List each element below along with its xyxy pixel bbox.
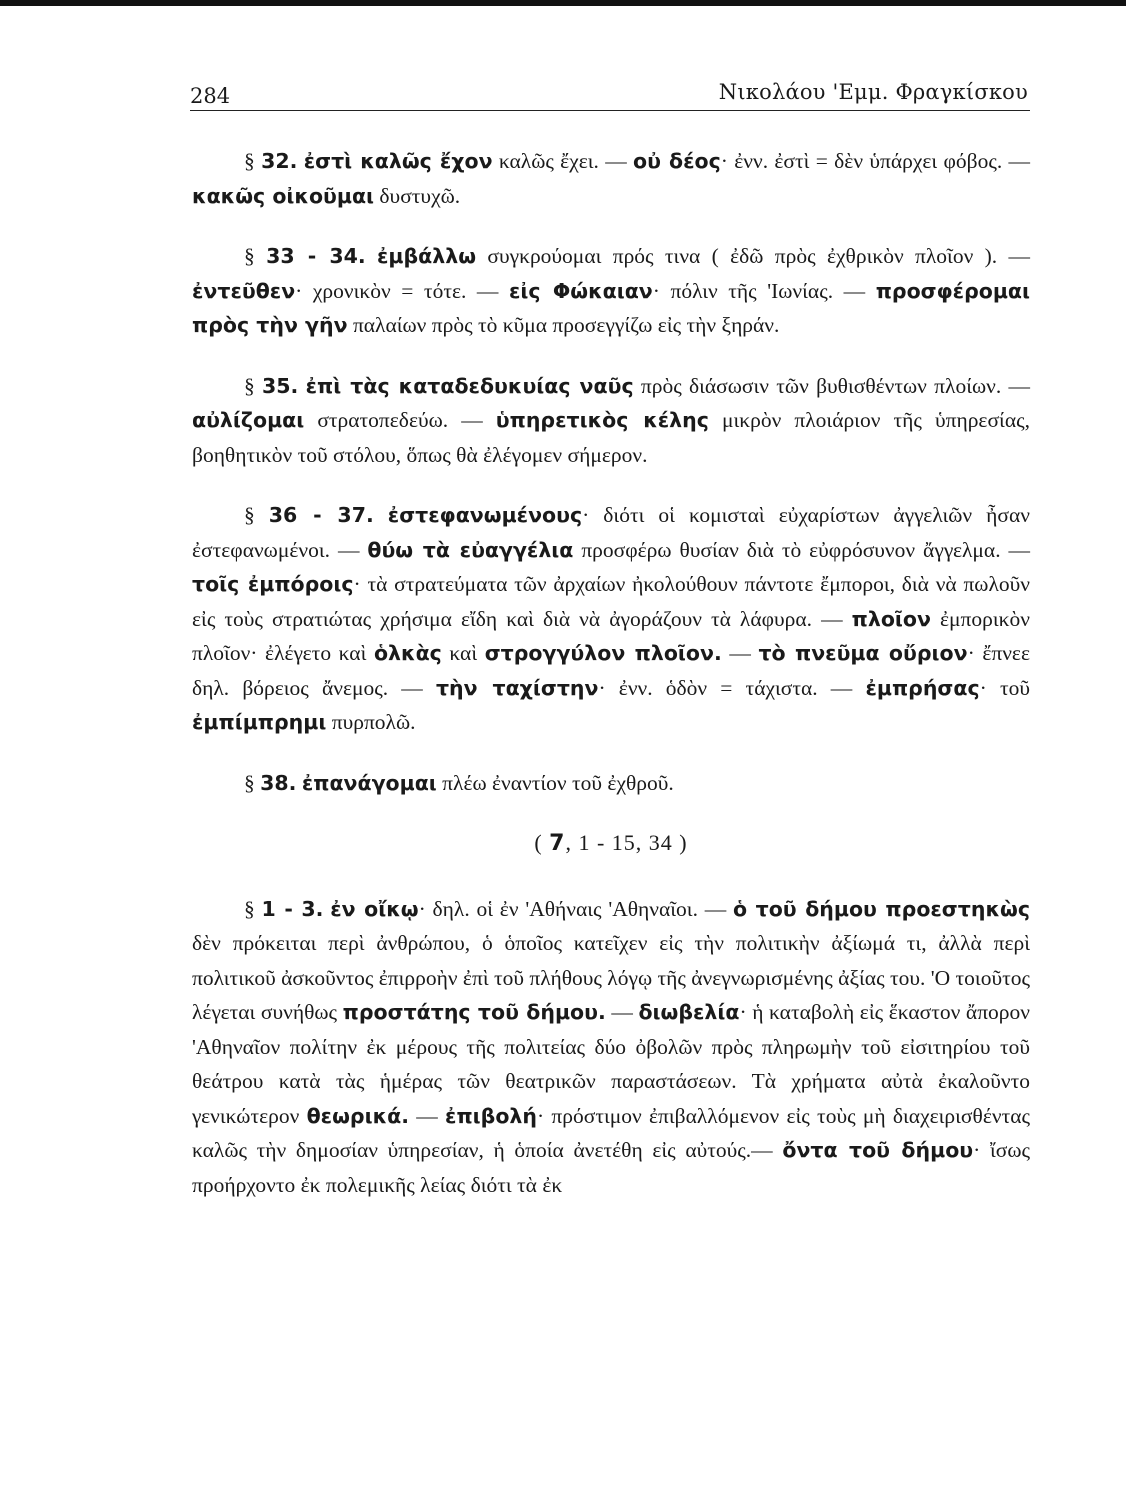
lemma-term: ἐστὶ καλῶς ἔχον — [303, 149, 493, 173]
gloss-text: · πρόστιμον ἐπιβαλλόμενον εἰς τοὺς μὴ διαχειρισθέντας καλῶς τὴν δημοσίαν ὑπηρεσίαν, ἡ ὁποία ἀνετέθη εἰς αὐτούς.— — [192, 1103, 1030, 1162]
gloss-text: καλῶς ἔχει. — — [492, 149, 634, 173]
section-reference: 35. — [262, 373, 299, 398]
gloss-text: · διότι οἱ κομισταὶ εὐχαρίστων ἀγγελιῶν ἦσαν ἐστεφανωμένοι. — — [192, 503, 1030, 562]
lemma-term: ἐμπίμπρημι — [192, 710, 327, 734]
lemma-term: τὸ πνεῦμα οὔριον — [758, 641, 968, 665]
section-symbol: § — [244, 503, 255, 527]
section-symbol: § — [244, 770, 255, 795]
lemma-term: αὐλίζομαι — [192, 408, 305, 432]
lemma-term: τὴν ταχίστην — [435, 675, 599, 700]
gloss-text: πλέω ἐναντίον τοῦ ἐχθροῦ. — [436, 770, 674, 795]
lemma-term: διωβελία — [638, 1000, 740, 1024]
lemma-term: πλοῖον — [851, 606, 931, 631]
running-title: Νικολάου 'Εμμ. Φραγκίσκου — [718, 80, 1028, 104]
gloss-text: — — [721, 641, 759, 665]
gloss-text: πρὸς διάσωσιν τῶν βυθισθέντων πλοίων. — — [633, 373, 1030, 398]
chapter-rest: , 1 - 15, 34 ) — [565, 830, 688, 855]
lemma-term: ἐν οἴκῳ — [330, 896, 419, 921]
lemma-term: θεωρικά. — [306, 1103, 410, 1128]
section-symbol: § — [244, 244, 255, 268]
gloss-text: δυστυχῶ. — [374, 183, 461, 208]
commentary-paragraph — [192, 144, 1030, 213]
gloss-text: συγκρούομαι πρός τινα ( ἐδῶ πρὸς ἐχθρικὸν πλοῖον ). — — [476, 244, 1031, 268]
commentary-paragraph — [192, 892, 1030, 1203]
lemma-term: ἐπανάγομαι — [301, 770, 437, 795]
gloss-text: · ἐνν. ἐστὶ = δὲν ὑπάρχει φόβος. — — [720, 149, 1031, 173]
gloss-text: προσφέρω θυσίαν διὰ τὸ εὐφρόσυνον ἄγγελμα. — — [573, 537, 1030, 562]
section-symbol: § — [244, 373, 255, 398]
scan-edge — [0, 0, 1126, 6]
lemma-term: στρογγύλον πλοῖον. — [484, 641, 722, 665]
page-number: 284 — [190, 84, 231, 108]
page-header — [190, 76, 1030, 111]
section-symbol: § — [244, 149, 255, 173]
commentary-paragraph — [192, 498, 1030, 740]
section-reference: 1 - 3. — [261, 896, 324, 921]
section-reference: 33 - 34. — [266, 244, 366, 268]
gloss-text: — — [605, 1000, 639, 1024]
gloss-text: ἐμπορικὸν πλοῖον· ἐλέγετο καὶ — [192, 606, 1030, 665]
commentary-paragraph — [192, 239, 1030, 343]
commentary-section-2 — [192, 892, 1030, 1203]
gloss-text: · πόλιν τῆς 'Ιωνίας. — — [652, 278, 876, 303]
section-reference: 36 - 37. — [268, 503, 374, 527]
section-reference: 32. — [261, 149, 298, 173]
lemma-term: τοῖς ἐμπόροις — [192, 572, 354, 596]
lemma-term: προσφέρομαι πρὸς τὴν γῆν — [192, 278, 1030, 337]
page-body — [192, 144, 1030, 1228]
gloss-text: · ἐνν. ὁδὸν = τάχιστα. — — [598, 675, 866, 700]
gloss-text: · χρονικὸν = τότε. — — [295, 278, 509, 303]
section-symbol: § — [244, 896, 255, 921]
lemma-term: προστάτης τοῦ δήμου. — [342, 1000, 606, 1024]
gloss-text: πυρπολῶ. — [326, 710, 416, 734]
lemma-term: ἐμπρήσας — [865, 675, 980, 700]
gloss-text: — — [409, 1103, 446, 1128]
gloss-text: · ἡ καταβολὴ εἰς ἕκαστον ἄπορον 'Αθηναῖον πολίτην ἐκ μέρους τῆς πολιτείας δύο ὀβολῶν πρὸς πληρωμὴν τοῦ εἰσιτηρίου τοῦ θεάτρου κατὰ τὰς ἡμέρας τῶν θεατρικῶν παραστάσεων. Τὰ χρήματα αὐτὰ ἐκαλοῦντο γενικώτερον — [192, 1000, 1031, 1128]
gloss-text: · τὰ στρατεύματα τῶν ἀρχαίων ἠκολούθουν πάντοτε ἔμποροι, διὰ νὰ πωλοῦν εἰς τοὺς στρατιώτας χρήσιμα εἴδη καὶ διὰ νὰ ἀγοράζουν τὰ λάφυρα. — — [192, 572, 1030, 631]
lemma-term: ἐπὶ τὰς καταδεδυκυίας ναῦς — [305, 373, 634, 398]
gloss-text: μικρὸν πλοιάριον τῆς ὑπηρεσίας, βοηθητικὸν τοῦ στόλου, ὅπως θὰ ἐλέγομεν σήμερον. — [192, 408, 1030, 467]
lemma-term: θύω τὰ εὐαγγέλια — [367, 537, 574, 562]
gloss-text: · τοῦ — [979, 675, 1030, 700]
chapter-open: ( — [534, 830, 550, 855]
lemma-term: ὁλκὰς — [373, 641, 442, 665]
gloss-text: · ἴσως προήρχοντο ἐκ πολεμικῆς λείας διότι τὰ ἐκ — [192, 1138, 1030, 1197]
lemma-term: ὄντα τοῦ δήμου — [782, 1138, 974, 1162]
commentary-paragraph — [192, 766, 1030, 801]
gloss-text: στρατοπεδεύω. — — [304, 408, 496, 432]
gloss-text: καὶ — [441, 641, 485, 665]
lemma-term: ὁ τοῦ δήμου προεστηκὼς — [733, 896, 1030, 921]
lemma-term: ἐμβάλλω — [377, 244, 477, 268]
lemma-term: εἰς Φώκαιαν — [508, 278, 653, 303]
chapter-book: 7 — [549, 831, 566, 856]
commentary-paragraph — [192, 369, 1030, 473]
section-reference: 38. — [260, 770, 297, 795]
commentary-section-1 — [192, 144, 1030, 800]
gloss-text: δὲν πρόκειται περὶ ἀνθρώπου, ὁ ὁποῖος κατεῖχεν εἰς τὴν πολιτικὴν ἀξίωμά τι, ἀλλὰ περὶ πολιτικοῦ ἀσκοῦντος ἐπιρροὴν ἐπὶ τοῦ πλήθους λόγῳ τῆς ἀνεγνωρισμένης ἀξίας του. 'Ο τοιοῦτος λέγεται συνήθως — [192, 931, 1030, 1024]
lemma-term: ἐστεφανωμένους — [387, 503, 583, 527]
gloss-text: · δηλ. οἱ ἐν 'Αθήναις 'Αθηναῖοι. — — [418, 896, 734, 921]
gloss-text: παλαίων πρὸς τὸ κῦμα προσεγγίζω εἰς τὴν ξηράν. — [347, 313, 780, 337]
lemma-term: ἐπιβολή — [445, 1103, 537, 1128]
lemma-term: οὐ δέος — [633, 149, 721, 173]
chapter-heading — [192, 826, 1030, 862]
lemma-term: κακῶς οἰκοῦμαι — [192, 183, 375, 208]
gloss-text: · ἔπνεε δηλ. βόρειος ἄνεμος. — — [192, 641, 1030, 700]
lemma-term: ὑπηρετικὸς κέλης — [495, 408, 709, 432]
lemma-term: ἐντεῦθεν — [192, 278, 296, 303]
